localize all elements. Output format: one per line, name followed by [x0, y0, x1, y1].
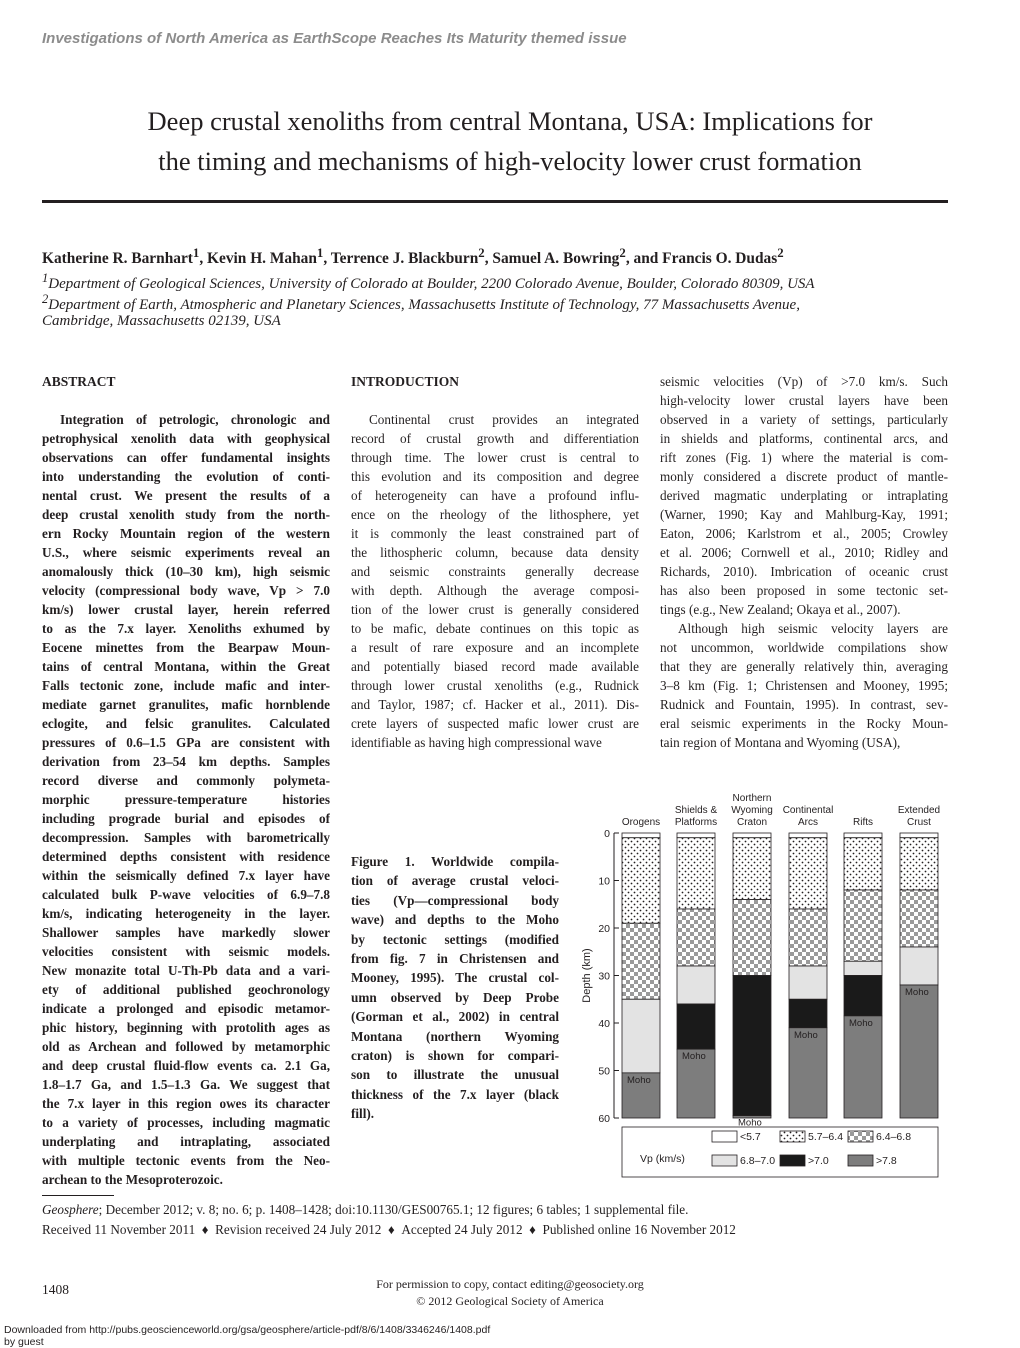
velocity-layer [789, 833, 827, 838]
diamond-separator: ♦ [529, 1222, 536, 1237]
text-line: crete layers of suspected mafic lower crust are [351, 716, 639, 731]
legend-title: Vp (km/s) [640, 1153, 685, 1165]
text-line: and Taylor, 1987; cf. Hacker et al., 2011). Dis- [351, 697, 639, 712]
legend-swatch [848, 1155, 873, 1166]
author-sep: , [323, 250, 331, 268]
velocity-layer [733, 976, 771, 1116]
author-name: Terrence J. Blackburn [330, 250, 479, 268]
text-line: Rudnick and Fountain, 1995). In contrast, sev- [660, 697, 948, 712]
text-line: through time. The lower crust is central to [351, 450, 639, 465]
text-line: son to illustrate the unusual [351, 1067, 559, 1083]
footnote-rule [42, 1195, 114, 1196]
text-line: and seismic constraints generally decrease [351, 564, 639, 579]
text-line: by tectonic settings (modified [351, 931, 559, 947]
text-line: 1.8–1.7 Ga, and 1.5–1.3 Ga. We suggest that [42, 1077, 330, 1092]
affiliation-text: Cambridge, Massachusetts 02139, USA [42, 313, 281, 329]
velocity-layer [900, 947, 938, 985]
figure-1-crustal-columns [570, 780, 960, 1180]
introduction-heading: INTRODUCTION [351, 374, 460, 389]
text-line: in shields and platforms, continental arcs, and [660, 431, 948, 446]
text-line: eral seismic experiments in the Rocky Moun- [660, 716, 948, 731]
text-line: into understanding the evolution of conti- [42, 469, 330, 484]
column-label: Orogens [621, 817, 661, 828]
text-line: et al. 2006; Cornwell et al., 2010; Ridley and [660, 545, 948, 560]
text-line: the lithospheric column, because data density [351, 545, 639, 560]
text-line: underplating and intraplating, associated [42, 1134, 330, 1149]
text-line: U.S., where seismic experiments reveal an [42, 545, 330, 560]
author-sup: 2 [619, 246, 626, 260]
velocity-layer [733, 838, 771, 900]
text-line: rift zones (Fig. 1) where the material is com- [660, 450, 948, 465]
text-line: observations can offer fundamental insights [42, 450, 330, 465]
velocity-layer [622, 838, 660, 924]
text-line: velocity (compressional body wave, Vp > 7.0 [42, 583, 330, 598]
text-line: a result of rare exposure and an incomplete [351, 640, 639, 655]
velocity-layer [789, 966, 827, 999]
affiliation-sup: 2 [42, 292, 49, 306]
legend-label: 5.7–6.4 [808, 1131, 844, 1143]
text-line: of heterogeneity can have a profound influ- [351, 488, 639, 503]
velocity-layer [900, 833, 938, 838]
legend-label: 6.4–6.8 [876, 1131, 912, 1143]
text-line: to a variety of processes, including magmatic [42, 1115, 330, 1130]
text-line: to be mafic, debate continues on this topic as [351, 621, 639, 636]
accepted-date: Accepted 24 July 2012 [401, 1222, 523, 1237]
velocity-layer [677, 966, 715, 1004]
text-line: Mooney, 1995). The crustal col- [351, 970, 559, 986]
velocity-layer [622, 923, 660, 999]
abstract-heading: ABSTRACT [42, 374, 116, 389]
text-line: thickness of the 7.x layer (black [351, 1086, 559, 1102]
velocity-layer [789, 909, 827, 966]
text-line: tion of the lower crust is generally considered [351, 602, 639, 617]
text-line: craton) is shown for compari- [351, 1048, 559, 1064]
velocity-layer [677, 838, 715, 909]
text-line: Montana (northern Wyoming [351, 1028, 559, 1044]
text-line: not uncommon, worldwide compilations show [660, 640, 948, 655]
text-line: ties (Vp—compressional body [351, 892, 559, 908]
column-labels [622, 793, 940, 828]
text-line: ety of additional published geochronology [42, 982, 330, 997]
series-header: Investigations of North America as EarthScope Reaches Its Maturity themed issue [42, 30, 627, 47]
author-list [42, 246, 784, 268]
mantle-layer [844, 1016, 882, 1118]
legend-label: >7.0 [808, 1155, 829, 1167]
text-line: anomalously thick (10–30 km), high seismic [42, 564, 330, 579]
text-line: monly considered a discrete product of mantle- [660, 469, 948, 484]
text-line: and potentially biased record made available [351, 659, 639, 674]
moho-label: Moho [794, 1029, 818, 1041]
velocity-layer [844, 976, 882, 1016]
depth-axis [581, 828, 619, 1125]
moho-label: Moho [849, 1017, 873, 1029]
text-line: Although high seismic velocity layers are [678, 621, 948, 636]
text-line: it is commonly the least constrained part of [351, 526, 639, 541]
text-line: deep crustal xenolith study from the north- [42, 507, 330, 522]
copyright-notice: © 2012 Geological Society of America [416, 1294, 604, 1308]
introduction-body [351, 410, 639, 752]
text-line: morphic pressure-temperature histories [42, 792, 330, 807]
mantle-layer [789, 1028, 827, 1118]
text-line: Shallower samples have markedly slower [42, 925, 330, 940]
text-line: derived magmatic underplating or intraplating [660, 488, 948, 503]
text-line: ence on the rheology of the lithosphere, yet [351, 507, 639, 522]
velocity-layer [900, 890, 938, 947]
text-line: km/s) lower crustal layer, herein referred [42, 602, 330, 617]
velocity-layer [733, 900, 771, 976]
author-name: Kevin H. Mahan [207, 250, 317, 268]
text-line: Continental crust provides an integrated [369, 412, 639, 427]
text-line: within the seismically defined 7.x layer have [42, 868, 330, 883]
velocity-layer [844, 961, 882, 975]
author-sep: , and [625, 250, 663, 268]
title-line: Deep crustal xenoliths from central Montana, USA: Implications for [147, 106, 873, 136]
text-line: decompression. Samples with barometrically [42, 830, 330, 845]
velocity-legend [622, 1127, 938, 1177]
text-line: observed in a variety of settings, particularly [660, 412, 948, 427]
y-tick-label: 50 [598, 1065, 610, 1078]
legend-swatch [780, 1131, 805, 1142]
text-line: Integration of petrologic, chronologic and [60, 412, 330, 427]
column-label: Continental [782, 805, 834, 816]
title-rule [42, 200, 948, 203]
revision-date: Revision received 24 July 2012 [215, 1222, 382, 1237]
text-line: tings (e.g., New Zealand; Okaya et al., 2007). [660, 602, 901, 617]
column-label: Platforms [674, 817, 718, 828]
author-name: Francis O. Dudas [662, 250, 778, 268]
diamond-separator: ♦ [388, 1222, 395, 1237]
velocity-layer [844, 833, 882, 838]
y-tick-label: 30 [598, 970, 610, 983]
velocity-layer [622, 833, 660, 838]
published-date: Published online 16 November 2012 [542, 1222, 736, 1237]
text-line: nental crust. We present the results of a [42, 488, 330, 503]
moho-label: Moho [682, 1051, 706, 1063]
text-line: determined depths consistent with residence [42, 849, 330, 864]
affiliation-text: Department of Geological Sciences, University of Colorado at Boulder, 2200 Colorado Avenue, Boulder, Colorado 80309, USA [48, 276, 815, 292]
figure-caption [351, 852, 559, 1124]
text-line: including prograde burial and episodes of [42, 811, 330, 826]
text-line: high-velocity lower crustal layers have been [660, 393, 948, 408]
text-line: that they are generally relatively thin, averaging [660, 659, 948, 674]
text-line: Eaton, 2006; Karlstrom et al., 2005; Crowley [660, 526, 948, 541]
velocity-layer [677, 1004, 715, 1049]
text-line: pressures of 0.6–1.5 GPa are consistent with [42, 735, 330, 750]
column-label: Shields & [674, 805, 718, 816]
abstract-body [42, 410, 330, 1189]
velocity-layer [789, 838, 827, 909]
page-number: 1408 [42, 1282, 69, 1297]
text-line: phic history, beginning with protolith ages as [42, 1020, 330, 1035]
author-sup: 2 [478, 246, 485, 260]
column-label: Arcs [798, 817, 818, 828]
column-label: Northern [732, 793, 772, 804]
article-title [40, 101, 980, 181]
text-line: record of crustal growth and differentiation [351, 431, 639, 446]
text-line: eclogite, and felsic granulites. Calculated [42, 716, 330, 731]
author-sep: , [484, 250, 493, 268]
column-label: Craton [736, 817, 768, 828]
y-tick-label: 0 [604, 828, 610, 840]
legend-label: 6.8–7.0 [740, 1155, 776, 1167]
velocity-layer [844, 838, 882, 890]
dates-line [42, 1222, 736, 1238]
text-line: ern Rocky Mountain region of the western [42, 526, 330, 541]
text-line: velocities consistent with seismic models. [42, 944, 330, 959]
author-sup: 1 [192, 246, 200, 260]
crust-columns [622, 833, 938, 1129]
text-line: indicate a prolonged and episodic metamor- [42, 1001, 330, 1016]
text-line: tain region of Montana and Wyoming (USA), [660, 735, 901, 750]
journal-name: Geosphere [42, 1202, 99, 1217]
velocity-layer [844, 890, 882, 961]
text-line: and deep crustal fluid-flow events ca. 2.1 Ga, [42, 1058, 330, 1073]
title-line: the timing and mechanisms of high-velocity lower crust formation [158, 146, 862, 176]
legend-label: >7.8 [876, 1155, 897, 1167]
download-notice-guest: by guest [4, 1336, 44, 1348]
text-line: record diverse and commonly polymeta- [42, 773, 330, 788]
text-line: Figure 1. Worldwide compila- [351, 854, 559, 869]
download-notice: Downloaded from http://pubs.geoscienceworld.org/gsa/geosphere/article-pdf/8/6/1408/3346246/1408.pdf [4, 1324, 491, 1336]
citation-details: ; December 2012; v. 8; no. 6; p. 1408–1428; doi:10.1130/GES00765.1; 12 figures; 6 tables; 1 supplemental file. [98, 1202, 689, 1217]
text-line: Falls tectonic zone, include mafic and inter- [42, 678, 330, 693]
legend-swatch [712, 1131, 737, 1142]
column-label: Crust [907, 817, 931, 828]
velocity-layer [677, 909, 715, 966]
text-line: wave) and depths to the Moho [351, 912, 559, 928]
text-line: mediate garnet granulites, mafic hornblende [42, 697, 330, 712]
velocity-layer [622, 999, 660, 1073]
velocity-layer [789, 999, 827, 1028]
text-line: tion of average crustal veloci- [351, 873, 559, 889]
text-line: seismic velocities (Vp) of >7.0 km/s. Such [660, 374, 948, 389]
text-line: tains of central Montana, within the Great [42, 659, 330, 674]
velocity-layer [677, 833, 715, 838]
column-label: Wyoming [731, 805, 773, 816]
text-line: Eocene minettes from the Bearpaw Moun- [42, 640, 330, 655]
moho-label: Moho [738, 1117, 762, 1129]
legend-swatch [712, 1155, 737, 1166]
text-line: calculated bulk P-wave velocities of 6.9–7.8 [42, 887, 330, 902]
text-line: (Warner, 1990; Kay and Mahlburg-Kay, 1991; [660, 507, 948, 522]
affiliation-text: Department of Earth, Atmospheric and Planetary Sciences, Massachusetts Institute of Technology, 77 Massachusetts Avenue, [48, 297, 800, 313]
text-line: (Gorman et al., 2002) in central [351, 1009, 559, 1025]
legend-swatch [780, 1155, 805, 1166]
legend-swatch [848, 1131, 873, 1142]
author-sup: 1 [316, 246, 324, 260]
velocity-layer [733, 833, 771, 838]
text-line: New monazite total U-Th-Pb data and a vari- [42, 963, 330, 978]
moho-label: Moho [627, 1074, 651, 1086]
velocity-layer [900, 838, 938, 890]
column-label: Rifts [853, 817, 873, 828]
text-line: with multiple tectonic events from the Neo- [42, 1153, 330, 1168]
citation-line [42, 1202, 688, 1218]
legend-label: <5.7 [740, 1131, 761, 1143]
text-line: has also been proposed in some tectonic set- [660, 583, 948, 598]
y-tick-label: 20 [598, 923, 610, 935]
author-name: Katherine R. Barnhart [42, 250, 193, 268]
affiliation [42, 311, 962, 332]
permission-notice: For permission to copy, contact editing@geosociety.org [376, 1277, 644, 1291]
right-column-body [660, 372, 948, 752]
text-line: 3–8 km (Fig. 1; Christensen and Mooney, 1995; [660, 678, 948, 693]
text-line: through lower crustal xenoliths (e.g., Rudnick [351, 678, 639, 693]
text-line: petrophysical xenolith data with geophysical [42, 431, 330, 446]
y-axis-label: Depth (km) [581, 948, 593, 1003]
text-line: Richards, 2010). Imbrication of oceanic crust [660, 564, 948, 579]
text-line: to as the 7.x layer. Xenoliths exhumed by [42, 621, 330, 636]
text-line: derivation from 23–54 km depths. Samples [42, 754, 330, 769]
author-sep: , [199, 250, 208, 268]
text-line: km/s, indicating heterogeneity in the layer. [42, 906, 330, 921]
column-label: Extended [897, 805, 941, 816]
y-tick-label: 60 [598, 1113, 610, 1125]
y-tick-label: 10 [598, 875, 610, 888]
text-line: umn observed by Deep Probe [351, 989, 559, 1005]
text-line: archean to the Mesoproterozoic. [42, 1172, 223, 1187]
moho-label: Moho [905, 987, 929, 998]
author-sup: 2 [777, 246, 784, 260]
y-tick-label: 40 [598, 1018, 610, 1030]
mantle-layer [900, 985, 938, 1118]
text-line: identifiable as having high compressional wave [351, 735, 602, 750]
diamond-separator: ♦ [201, 1222, 209, 1237]
text-line: this evolution and its composition and degree [351, 469, 639, 484]
text-line: from fig. 7 in Christensen and [351, 951, 559, 967]
text-line: old as Archean and followed by metamorphic [42, 1039, 330, 1054]
affiliation-sup: 1 [42, 271, 49, 285]
text-line: fill). [351, 1106, 375, 1122]
text-line: the 7.x layer in this region owes its character [42, 1096, 330, 1111]
text-line: with depth. Although the average composi- [351, 583, 639, 598]
author-name: Samuel A. Bowring [492, 250, 620, 268]
received-date: Received 11 November 2011 [42, 1222, 196, 1237]
